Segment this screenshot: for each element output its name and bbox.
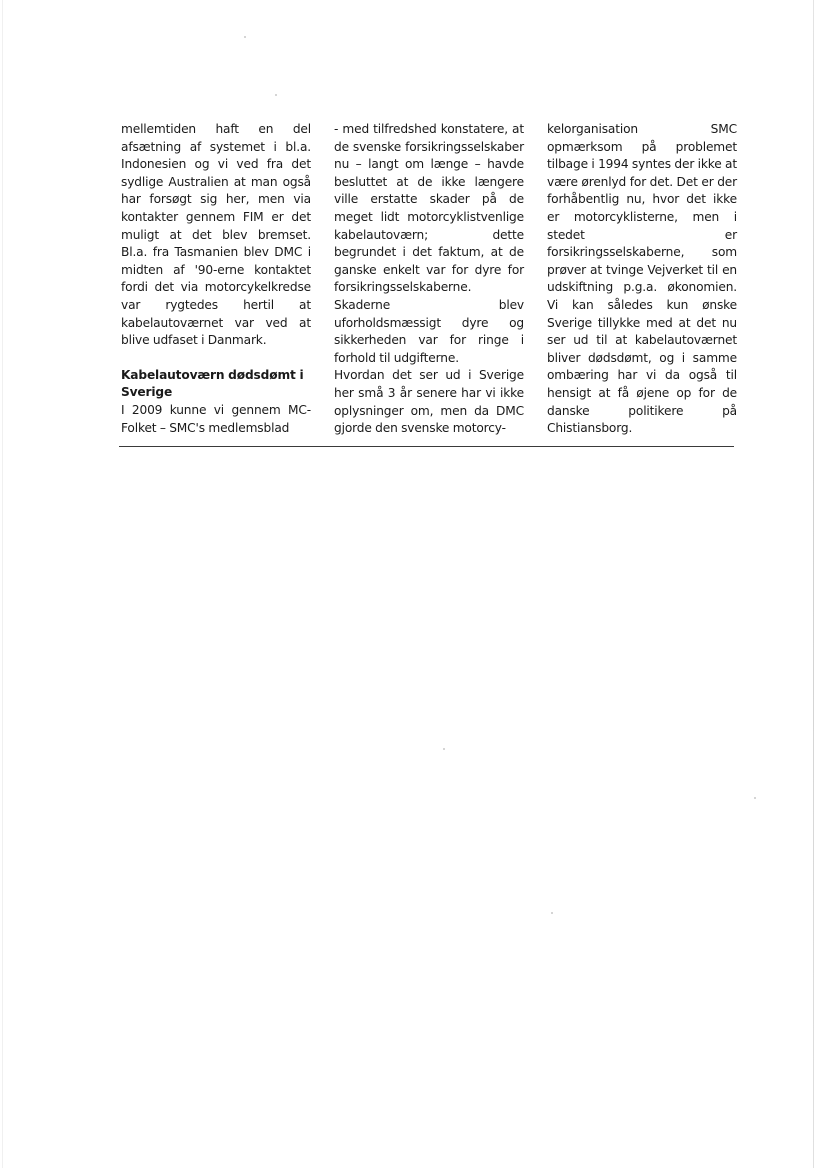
column-3-paragraph-1: kelorganisation SMC opmærksom på problemet tilbage i 1994 syntes der ikke at være ørenlyd for det. Det er der forhåbentlig nu, hvor det ikke er motorcyklisterne, men i stedet er forsikringsselskaberne, som prøver at tvinge Vejverket til en udskiftning p.g.a. økonomien. Vi kan således kun ønske Sverige tillykke med at det nu ser ud til at kabelautoværnet bliver dødsdømt, og i samme ombæring har vi da også til hensigt at få øjene op for de danske politikere på Chistiansborg. [547,122,737,436]
section-heading: Kabelautoværn dødsdømt i Sverige [121,367,304,400]
article-column-3 [547,121,737,438]
article-column-1 [121,121,311,438]
scan-speck [275,94,277,96]
scan-speck [551,912,553,914]
article-columns [121,121,737,438]
scan-speck [244,36,246,38]
column-1-paragraph-1: mellemtiden haft en del afsætning af systemet i bl.a. Indonesien og vi ved fra det sydlige Australien at man også har forsøgt sig her, men via kontakter gennem FIM er det muligt at det blev bremset. Bl.a. fra Tasmanien blev DMC i midten af '90-erne kontaktet fordi det via motorcykelkredse var rygtedes hertil at kabelautoværnet var ved at blive udfaset i Danmark. [121,122,311,348]
column-2-paragraph-1: - med tilfredshed konstatere, at de svenske forsikringsselskaber nu – langt om længe – havde besluttet at de ikke længere ville erstatte skader på de meget lidt motorcyklistvenlige kabelautoværn; dette begrundet i det faktum, at de ganske enkelt var for dyre for forsikringsselskaberne. Skaderne blev uforholdsmæssigt dyre og sikkerheden var for ringe i forhold til udgifterne. [334,122,524,365]
article-column-2 [334,121,524,438]
article-end-rule [119,446,734,447]
scan-speck [443,748,445,750]
scan-edge-left [2,0,3,1168]
scan-edge-right [813,0,814,1168]
column-2-paragraph-2: Hvordan det ser ud i Sverige her små 3 år senere har vi ikke oplysninger om, men da DMC gjorde den svenske motorcy- [334,368,524,436]
scan-speck [754,797,756,799]
column-1-paragraph-2: I 2009 kunne vi gennem MC-Folket – SMC's medlemsblad [121,402,311,435]
